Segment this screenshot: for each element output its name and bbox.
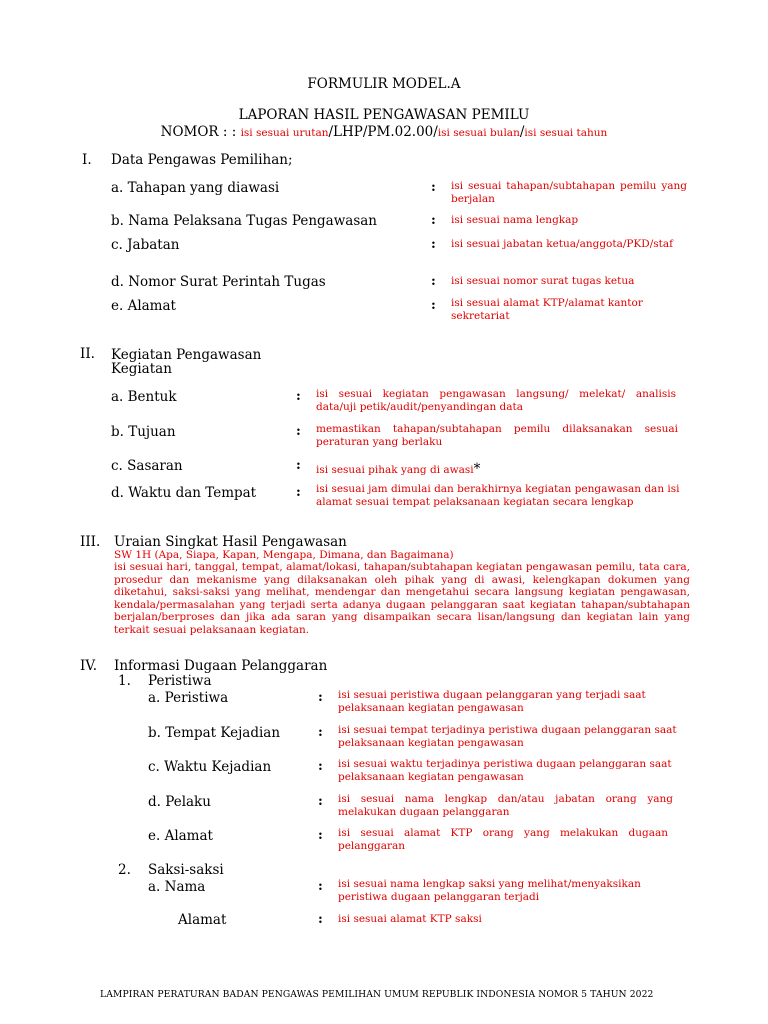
section3-num: III. bbox=[80, 534, 101, 550]
section1-num: I. bbox=[82, 152, 92, 168]
s1-label-tahapan: a. Tahapan yang diawasi bbox=[111, 180, 280, 196]
s4-value-waktu: isi sesuai waktu terjadinya peristiwa dugaan pelanggaran saat pelaksanaan kegiatan pengawasan bbox=[338, 758, 672, 783]
colon: : bbox=[318, 912, 323, 927]
colon: : bbox=[431, 237, 436, 252]
section2-title-line1: Kegiatan Pengawasan bbox=[111, 347, 262, 363]
s4-label-peristiwa: a. Peristiwa bbox=[148, 690, 229, 706]
s1-label-nomor-surat: d. Nomor Surat Perintah Tugas bbox=[111, 274, 326, 290]
nomor-slash: / bbox=[519, 124, 525, 140]
s1-value-nama: isi sesuai nama lengkap bbox=[451, 214, 579, 226]
colon: : bbox=[431, 213, 436, 228]
s4-label-saksi-nama: a. Nama bbox=[148, 879, 206, 895]
s4-label-saksi-alamat: Alamat bbox=[178, 912, 227, 928]
s4-label-tempat: b. Tempat Kejadian bbox=[148, 725, 281, 741]
section4-title: Informasi Dugaan Pelanggaran bbox=[114, 658, 328, 674]
section1-title: Data Pengawas Pemilihan; bbox=[111, 152, 293, 168]
colon: : bbox=[296, 485, 301, 500]
s4-label-alamat: e. Alamat bbox=[148, 828, 213, 844]
sub2-num: 2. bbox=[118, 862, 131, 878]
s4-value-alamat: isi sesuai alamat KTP orang yang melakukan dugaan pelanggaran bbox=[338, 827, 668, 852]
nomor-month: isi sesuai bulan bbox=[437, 127, 520, 139]
s1-value-alamat: isi sesuai alamat KTP/alamat kantor sekretariat bbox=[451, 297, 643, 322]
sub1-num: 1. bbox=[118, 673, 131, 689]
nomor-code: /LHP/PM.02.00/ bbox=[328, 124, 438, 140]
nomor-seq: isi sesuai urutan bbox=[240, 127, 329, 139]
s2-label-tujuan: b. Tujuan bbox=[111, 424, 176, 440]
s1-value-tahapan: isi sesuai tahapan/subtahapan pemilu yang berjalan bbox=[451, 180, 687, 205]
s4-value-saksi-alamat: isi sesuai alamat KTP saksi bbox=[338, 913, 482, 925]
colon: : bbox=[318, 794, 323, 809]
page-footer: LAMPIRAN PERATURAN BADAN PENGAWAS PEMILIHAN UMUM REPUBLIK INDONESIA NOMOR 5 TAHUN 2022 bbox=[100, 989, 654, 1000]
s1-value-jabatan: isi sesuai jabatan ketua/anggota/PKD/staf bbox=[451, 238, 674, 250]
colon: : bbox=[296, 424, 301, 439]
colon: : bbox=[318, 879, 323, 894]
s2-value-sasaran-wrap bbox=[316, 458, 480, 477]
s1-label-alamat: e. Alamat bbox=[111, 298, 176, 314]
section2-title-line2: Kegiatan bbox=[111, 361, 172, 377]
s1-value-nomor-surat: isi sesuai nomor surat tugas ketua bbox=[451, 275, 635, 287]
s2-value-waktu-tempat: isi sesuai jam dimulai dan berakhirnya kegiatan pengawasan dan isi alamat sesuai tempat pelaksanaan kegiatan secara lengkap bbox=[316, 483, 680, 508]
nomor-year: isi sesuai tahun bbox=[524, 127, 608, 139]
s4-label-pelaku: d. Pelaku bbox=[148, 794, 211, 810]
s2-value-sasaran: isi sesuai pihak yang di awasi bbox=[316, 464, 474, 476]
s2-label-waktu-tempat: d. Waktu dan Tempat bbox=[111, 485, 257, 501]
nomor-line bbox=[0, 121, 768, 140]
section3-title: Uraian Singkat Hasil Pengawasan bbox=[114, 534, 347, 550]
s1-label-jabatan: c. Jabatan bbox=[111, 237, 180, 253]
s4-value-pelaku: isi sesuai nama lengkap dan/atau jabatan orang yang melakukan dugaan pelanggaran bbox=[338, 793, 673, 818]
s4-value-peristiwa: isi sesuai peristiwa dugaan pelanggaran yang terjadi saat pelaksanaan kegiatan pengawasan bbox=[338, 689, 646, 714]
s4-value-tempat: isi sesuai tempat terjadinya peristiwa dugaan pelanggaran saat pelaksanaan kegiatan pengawasan bbox=[338, 724, 677, 749]
section4-num: IV. bbox=[80, 658, 98, 674]
s2-label-bentuk: a. Bentuk bbox=[111, 389, 177, 405]
sub1-title: Peristiwa bbox=[148, 673, 212, 689]
section2-num: II. bbox=[80, 346, 95, 362]
colon: : bbox=[431, 180, 436, 195]
s4-label-waktu: c. Waktu Kejadian bbox=[148, 759, 272, 775]
s1-label-nama: b. Nama Pelaksana Tugas Pengawasan bbox=[111, 213, 377, 229]
colon: : bbox=[431, 298, 436, 313]
s2-value-bentuk: isi sesuai kegiatan pengawasan langsung/ melekat/ analisis data/uji petik/audit/penyandingan data bbox=[316, 388, 676, 413]
colon: : bbox=[318, 690, 323, 705]
colon: : bbox=[296, 389, 301, 404]
s2-value-tujuan: memastikan tahapan/subtahapan pemilu dilaksanakan sesuai peraturan yang berlaku bbox=[316, 423, 678, 448]
colon: : bbox=[318, 828, 323, 843]
colon: : bbox=[318, 759, 323, 774]
section3-body: isi sesuai hari, tanggal, tempat, alamat/lokasi, tahapan/subtahapan kegiatan pengawasan pemilu, tata cara, prosedur dan mekanisme yang dilaksanakan oleh pihak yang di awasi, kelengkapan dokumen yang diketahui, saksi-saksi yang melihat, mendengar dan mengetahui secara langsung kegiatan pengawasan, kendala/permasalahan yang terjadi serta adanya dugaan pelanggaran saat kegiatan tahapan/subtahapan berjalan/berproses dan jika ada saran yang disampaikan secara lisan/langsung dan kegiatan lain yang terkait sesuai pelaksanaan kegiatan. bbox=[114, 561, 690, 636]
colon: : bbox=[296, 458, 301, 473]
section3-sub: SW 1H (Apa, Siapa, Kapan, Mengapa, Dimana, dan Bagaimana) bbox=[114, 549, 454, 561]
colon: : bbox=[431, 274, 436, 289]
colon: : bbox=[318, 725, 323, 740]
form-title: FORMULIR MODEL.A bbox=[307, 76, 461, 92]
report-title: LAPORAN HASIL PENGAWASAN PEMILU bbox=[238, 107, 530, 123]
asterisk-mark: * bbox=[473, 461, 481, 477]
nomor-label: NOMOR : : bbox=[160, 124, 241, 140]
s4-value-saksi-nama: isi sesuai nama lengkap saksi yang melihat/menyaksikan peristiwa dugaan pelanggaran terjadi bbox=[338, 878, 641, 903]
s2-label-sasaran: c. Sasaran bbox=[111, 458, 183, 474]
sub2-title: Saksi-saksi bbox=[148, 862, 224, 878]
